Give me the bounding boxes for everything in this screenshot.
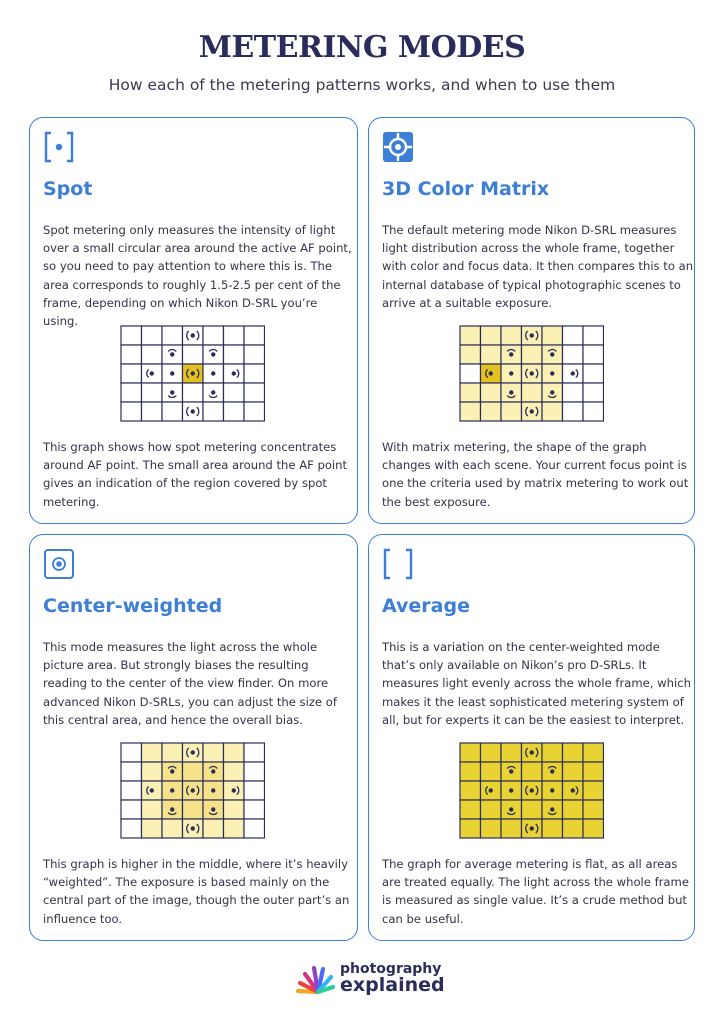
- grid-cell: [244, 364, 265, 383]
- grid-cell: [183, 383, 204, 402]
- grid-cell: [583, 762, 604, 781]
- page-subtitle: How each of the metering patterns works, and when to use them: [108, 76, 616, 94]
- grid-cell: [563, 326, 584, 345]
- grid-cell: [583, 800, 604, 819]
- grid-cell: [563, 383, 584, 402]
- grid-cell: [142, 819, 163, 838]
- grid-cell: [142, 800, 163, 819]
- card-center-weighted: [29, 534, 358, 941]
- grid-cell: [460, 383, 481, 402]
- grid-cell: [460, 800, 481, 819]
- grid-cell: [583, 402, 604, 421]
- grid-cell: [481, 743, 502, 762]
- card-matrix: [368, 117, 695, 524]
- grid-cell: [481, 383, 502, 402]
- grid-cell: [244, 326, 265, 345]
- grid-cell: [522, 762, 543, 781]
- grid-cell: [121, 781, 142, 800]
- grid-cell: [460, 364, 481, 383]
- grid-cell: [224, 762, 245, 781]
- grid-cell: [583, 383, 604, 402]
- center-weighted-metering-icon: [42, 547, 76, 581]
- grid-cell: [121, 402, 142, 421]
- af-point-marker: [550, 371, 554, 375]
- grid-cell: [501, 326, 522, 345]
- grid-cell: [501, 402, 522, 421]
- card-title: 3D Color Matrix: [382, 178, 550, 200]
- af-point-marker: [170, 788, 174, 792]
- card-title: Spot: [43, 178, 93, 200]
- grid-cell: [224, 800, 245, 819]
- grid-cell: [244, 402, 265, 421]
- grid-cell: [583, 819, 604, 838]
- card-title: Average: [382, 595, 470, 617]
- card-description: The default metering mode Nikon D-SRL measures light distribution across the whole frame, together with color and focus data. It then compares this to an internal database of typical photographic scenes to arrive at a suitable exposure.: [382, 223, 694, 310]
- grid-cell: [142, 383, 163, 402]
- grid-cell: [522, 383, 543, 402]
- grid-cell: [121, 819, 142, 838]
- grid-cell: [481, 402, 502, 421]
- card-average: [368, 534, 695, 941]
- grid-cell: [203, 326, 224, 345]
- grid-cell: [460, 326, 481, 345]
- grid-cell: [121, 345, 142, 364]
- card-caption: With matrix metering, the shape of the graph changes with each scene. Your current focus point is one the criteria used by matrix metering to work out the best exposure.: [382, 440, 689, 509]
- grid-cell: [563, 743, 584, 762]
- grid-cell: [203, 402, 224, 421]
- card-caption: This graph shows how spot metering concentrates around AF point. The small area around the AF point gives an indication of the region covered by spot metering.: [43, 440, 348, 509]
- grid-cell: [583, 743, 604, 762]
- grid-cell: [244, 800, 265, 819]
- grid-cell: [460, 743, 481, 762]
- card-caption: The graph for average metering is flat, as all areas are treated equally. The light across the whole frame is measured as single value. It’s a crude method but can be useful.: [382, 857, 689, 926]
- grid-cell: [121, 326, 142, 345]
- grid-cell: [244, 781, 265, 800]
- grid-cell: [481, 819, 502, 838]
- grid-cell: [142, 762, 163, 781]
- grid-cell: [224, 345, 245, 364]
- grid-cell: [162, 326, 183, 345]
- grid-cell: [121, 364, 142, 383]
- spot-metering-icon: [42, 130, 76, 164]
- grid-cell: [481, 345, 502, 364]
- grid-cell: [542, 326, 563, 345]
- grid-cell: [522, 345, 543, 364]
- average-metering-icon: [381, 547, 415, 581]
- grid-cell: [142, 743, 163, 762]
- grid-cell: [142, 345, 163, 364]
- grid-cell: [501, 743, 522, 762]
- af-point-marker: [509, 788, 513, 792]
- grid-cell: [583, 345, 604, 364]
- photography-explained-logo-icon: [292, 960, 336, 996]
- grid-cell: [244, 819, 265, 838]
- grid-cell: [224, 402, 245, 421]
- grid-cell: [563, 800, 584, 819]
- grid-cell: [563, 345, 584, 364]
- grid-cell: [460, 781, 481, 800]
- card-caption: This graph is higher in the middle, where it’s heavily “weighted”. The exposure is based mainly on the central part of the image, though the outer part’s an influence too.: [43, 857, 350, 926]
- grid-cell: [501, 819, 522, 838]
- grid-cell: [583, 364, 604, 383]
- matrix-metering-icon: [381, 130, 415, 164]
- grid-cell: [121, 762, 142, 781]
- grid-cell: [542, 819, 563, 838]
- grid-cell: [522, 800, 543, 819]
- grid-cell: [563, 819, 584, 838]
- grid-cell: [460, 402, 481, 421]
- grid-cell: [244, 743, 265, 762]
- grid-cell: [203, 743, 224, 762]
- grid-cell: [142, 326, 163, 345]
- grid-cell: [121, 383, 142, 402]
- grid-cell: [481, 800, 502, 819]
- grid-cell: [162, 402, 183, 421]
- card-description: This mode measures the light across the whole picture area. But strongly biases the resulting reading to the center of the view finder. On more advanced Nikon D-SRLs, you can adjust the size of this central area, and hence the overall bias.: [43, 640, 337, 727]
- grid-cell: [244, 383, 265, 402]
- grid-cell: [142, 402, 163, 421]
- grid-cell: [224, 743, 245, 762]
- grid-cell: [121, 800, 142, 819]
- brand-name-top: photography: [340, 961, 442, 977]
- card-description: This is a variation on the center-weighted mode that’s only available on Nikon’s pro D-SRLs. It measures light evenly across the whole frame, which makes it the least sophisticated metering system of all, but for experts it can be the easiest to interpret.: [382, 640, 691, 727]
- grid-cell: [224, 819, 245, 838]
- metering-grid-matrix: [459, 325, 604, 422]
- grid-cell: [244, 762, 265, 781]
- grid-cell: [563, 762, 584, 781]
- grid-cell: [121, 743, 142, 762]
- grid-cell: [542, 743, 563, 762]
- grid-cell: [203, 819, 224, 838]
- grid-cell: [183, 762, 204, 781]
- grid-cell: [162, 743, 183, 762]
- grid-cell: [583, 326, 604, 345]
- af-point-marker: [170, 371, 174, 375]
- af-point-marker: [550, 788, 554, 792]
- page-title: METERING MODES: [198, 30, 526, 65]
- grid-cell: [583, 781, 604, 800]
- af-point-marker: [211, 788, 215, 792]
- card-spot: [29, 117, 358, 524]
- metering-grid-average: [459, 742, 604, 839]
- metering-grid-center-weighted: [120, 742, 265, 839]
- grid-cell: [481, 762, 502, 781]
- grid-cell: [224, 326, 245, 345]
- grid-cell: [460, 345, 481, 364]
- grid-cell: [244, 345, 265, 364]
- grid-cell: [183, 345, 204, 364]
- af-point-marker: [509, 371, 513, 375]
- card-description: Spot metering only measures the intensity of light over a small circular area around the active AF point, so you need to pay attention to where this is. The area corresponds to roughly 1.5-2.5 per cent of the frame, depending on which Nikon D-SRL you’re using.: [43, 223, 352, 329]
- metering-grid-spot: [120, 325, 265, 422]
- grid-cell: [183, 800, 204, 819]
- grid-cell: [481, 326, 502, 345]
- grid-cell: [542, 402, 563, 421]
- grid-cell: [162, 819, 183, 838]
- brand-name-bottom: explained: [340, 974, 445, 996]
- af-point-marker: [211, 371, 215, 375]
- grid-cell: [460, 762, 481, 781]
- grid-cell: [563, 402, 584, 421]
- card-title: Center-weighted: [43, 595, 223, 617]
- grid-cell: [224, 383, 245, 402]
- grid-cell: [460, 819, 481, 838]
